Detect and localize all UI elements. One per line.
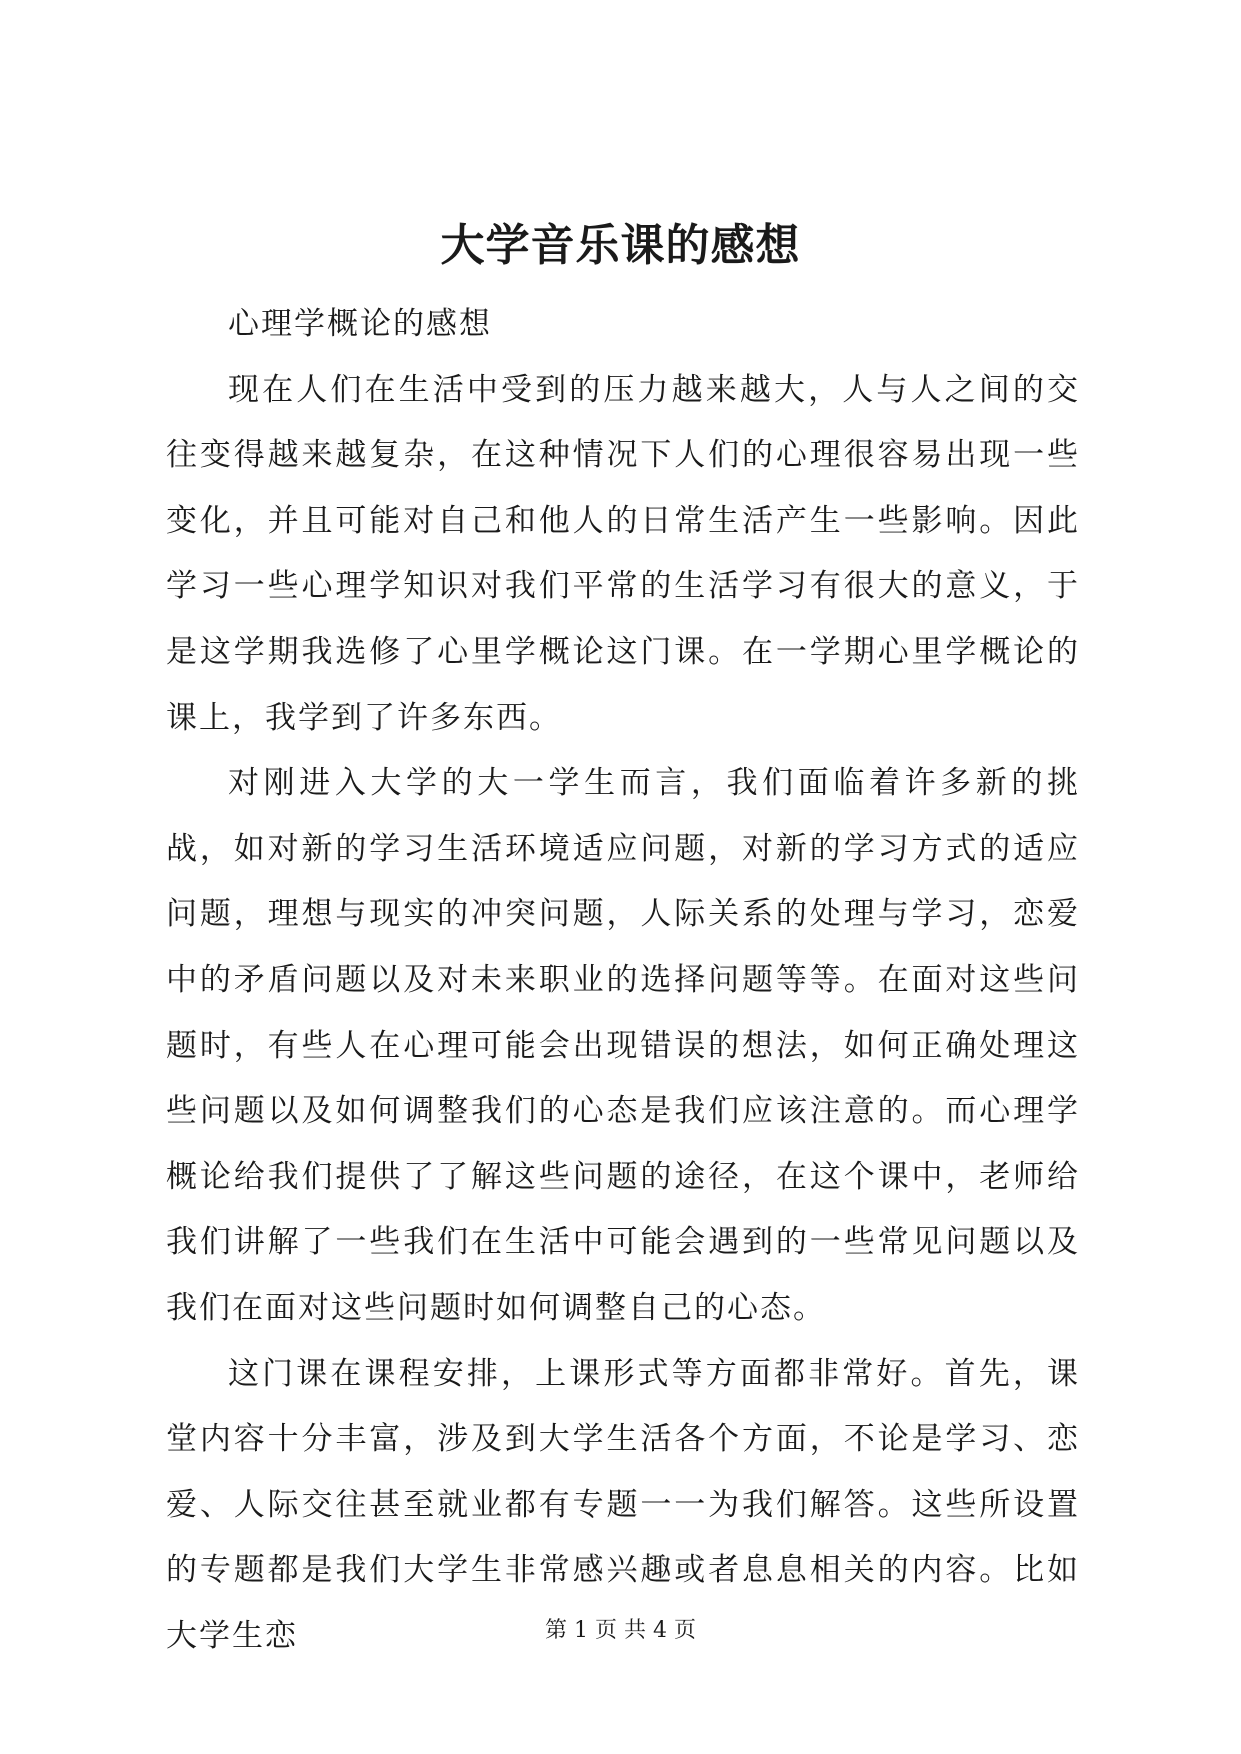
document-body xyxy=(166,292,1080,1669)
paragraph-1: 现在人们在生活中受到的压力越来越大，人与人之间的交往变得越来越复杂，在这种情况下人们的心理很容易出现一些变化，并且可能对自己和他人的日常生活产生一些影响。因此学习一些心理学知识对我们平常的生活学习有很大的意义，于是这学期我选修了心里学概论这门课。在一学期心里学概论的课上，我学到了许多东西。 xyxy=(166,371,1080,736)
paragraph-2: 对刚进入大学的大一学生而言，我们面临着许多新的挑战，如对新的学习生活环境适应问题，对新的学习方式的适应问题，理想与现实的冲突问题，人际关系的处理与学习，恋爱中的矛盾问题以及对未来职业的选择问题等等。在面对这些问题时，有些人在心理可能会出现错误的想法，如何正确处理这些问题以及如何调整我们的心态是我们应该注意的。而心理学概论给我们提供了了解这些问题的途径，在这个课中，老师给我们讲解了一些我们在生活中可能会遇到的一些常见问题以及我们在面对这些问题时如何调整自己的心态。 xyxy=(166,765,1080,1326)
page-number-footer: 第 1 页 共 4 页 xyxy=(545,1618,696,1643)
document-title: 大学音乐课的感想 xyxy=(440,220,801,271)
paragraph-subtitle: 心理学概论的感想 xyxy=(228,306,492,342)
paragraph-3: 这门课在课程安排，上课形式等方面都非常好。首先，课堂内容十分丰富，涉及到大学生活各个方面，不论是学习、恋爱、人际交往甚至就业都有专题一一为我们解答。这些所设置的专题都是我们大学生非常感兴趣或者息息相关的内容。比如大学生恋 xyxy=(166,1355,1080,1654)
